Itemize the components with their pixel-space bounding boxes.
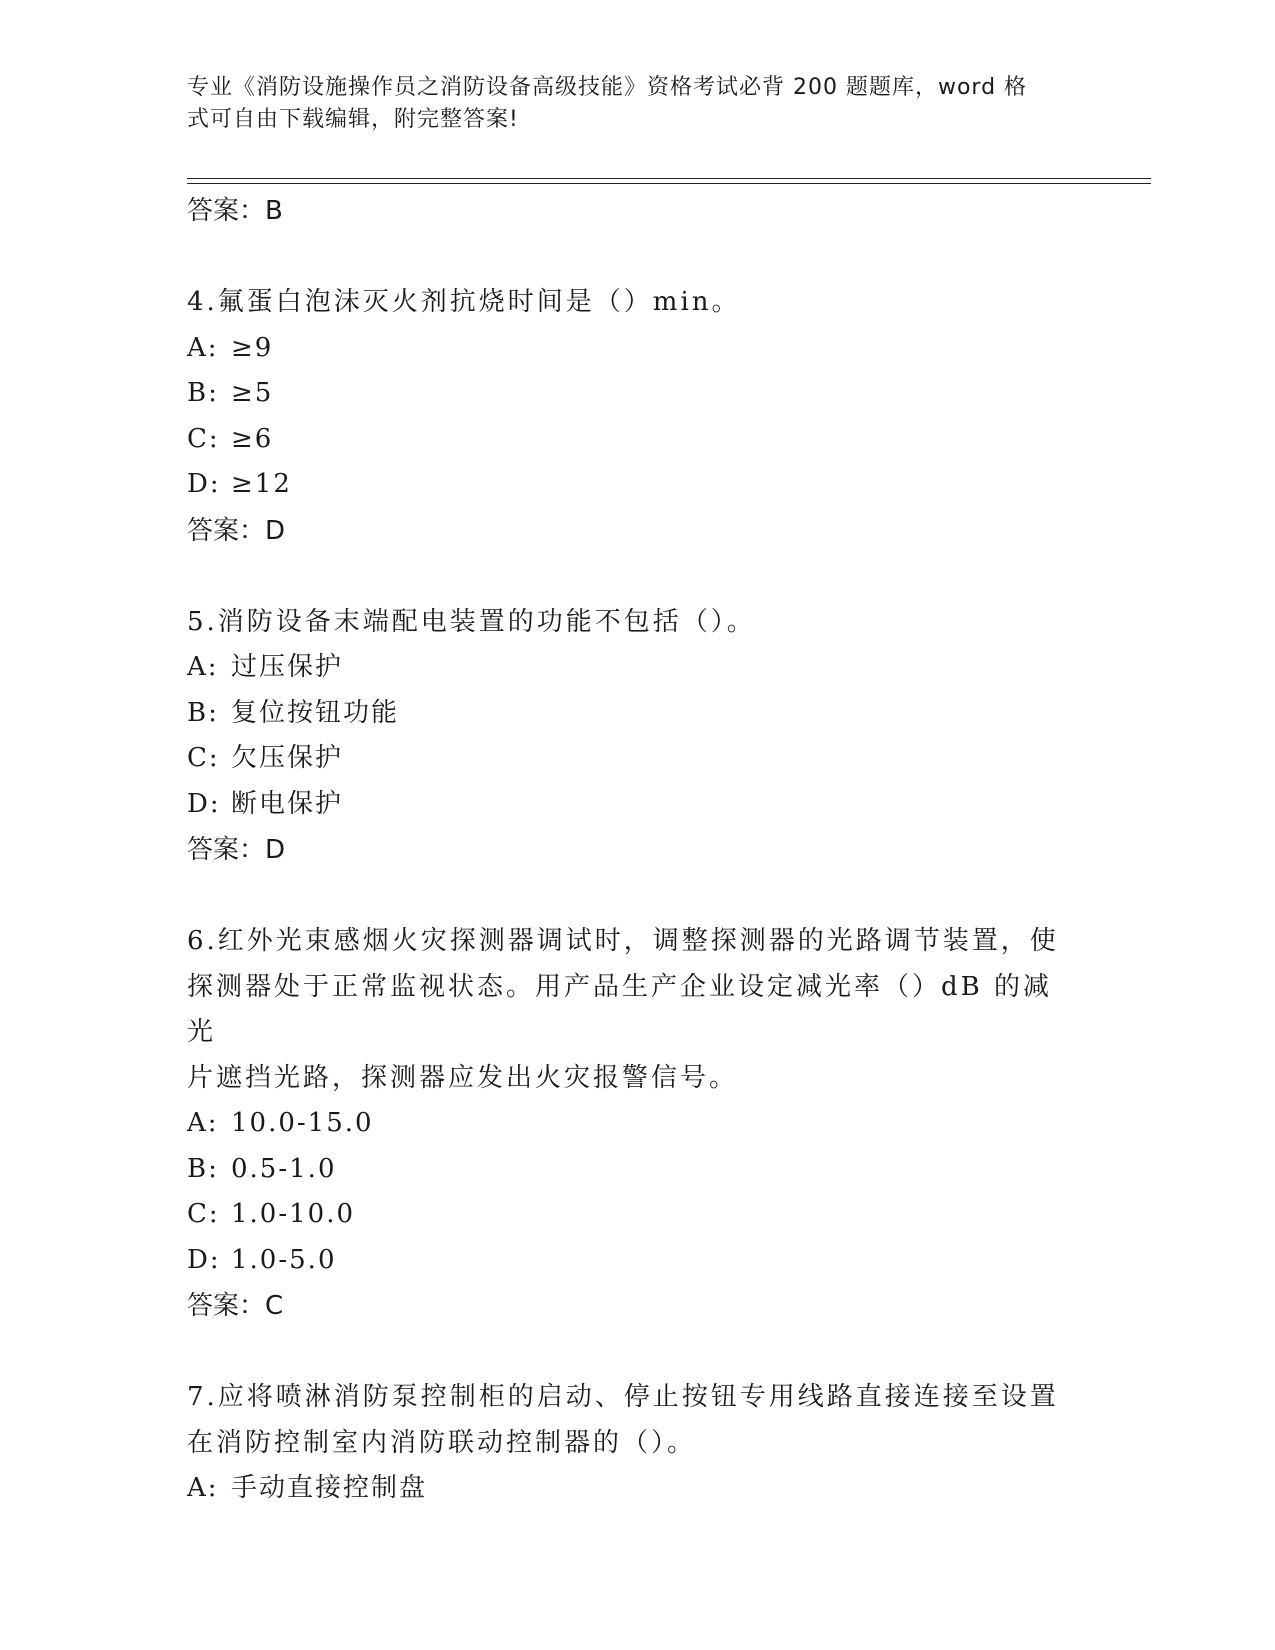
question-text: 5.消防设备末端配电装置的功能不包括（）。 <box>187 606 756 637</box>
option-letter: D: <box>187 1244 221 1275</box>
option-b <box>187 371 1087 417</box>
answer-line: 答案：D <box>187 515 286 546</box>
question-text-line-1: 7.应将喷淋消防泵控制柜的启动、停止按钮专用线路直接连接至设置 <box>187 1382 1059 1412</box>
option-letter: C: <box>187 423 220 454</box>
option-text: 1.0-10.0 <box>231 1199 356 1229</box>
option-d <box>187 782 1087 828</box>
option-c <box>187 736 1087 782</box>
option-letter: D: <box>187 469 221 499</box>
option-text: 1.0-5.0 <box>231 1244 337 1275</box>
question-list <box>187 188 1087 1512</box>
header-line-2: 式可自由下载编辑，附完整答案! <box>187 107 519 132</box>
option-text: ≥12 <box>231 469 292 499</box>
option-text: ≥9 <box>231 332 274 363</box>
option-letter: A: <box>187 652 219 682</box>
answer-line: 答案：B <box>187 196 283 226</box>
option-text: 过压保护 <box>231 652 344 682</box>
question-6 <box>187 919 1087 1329</box>
option-letter: A: <box>187 1473 219 1503</box>
option-a <box>187 645 1087 691</box>
question-4 <box>187 280 1087 554</box>
option-c <box>187 1192 1087 1238</box>
option-c <box>187 417 1087 463</box>
option-text: 10.0-15.0 <box>231 1108 374 1138</box>
question-text-line-2: 探测器处于正常监视状态。用产品生产企业设定减光率（）dB 的减光 <box>187 971 1053 1047</box>
option-letter: A: <box>187 1108 219 1138</box>
header-line-1: 专业《消防设施操作员之消防设备高级技能》资格考试必背 200 题题库，word 格 <box>187 75 1028 100</box>
option-text: 欠压保护 <box>231 743 344 773</box>
option-text: ≥6 <box>231 423 274 454</box>
question-text-line-1: 6.红外光束感烟火灾探测器调试时，调整探测器的光路调节装置，使 <box>187 926 1059 956</box>
option-letter: C: <box>187 743 220 773</box>
option-text: 复位按钮功能 <box>231 697 400 728</box>
answer-line: 答案：C <box>187 1291 284 1321</box>
question-7 <box>187 1375 1087 1512</box>
option-text: ≥5 <box>231 378 274 408</box>
option-text: 0.5-1.0 <box>231 1153 337 1184</box>
option-text: 手动直接控制盘 <box>231 1473 428 1503</box>
question-5 <box>187 600 1087 874</box>
document-header <box>187 72 1067 136</box>
option-a <box>187 1101 1087 1147</box>
option-letter: D: <box>187 788 221 819</box>
option-b <box>187 1147 1087 1193</box>
option-letter: B: <box>187 378 219 408</box>
option-a <box>187 326 1087 372</box>
question-text-line-2: 在消防控制室内消防联动控制器的（）。 <box>187 1427 697 1458</box>
option-letter: B: <box>187 697 219 728</box>
option-d <box>187 1238 1087 1284</box>
question-text-line-3: 片遮挡光路，探测器应发出火灾报警信号。 <box>187 1062 739 1093</box>
question-text: 4.氟蛋白泡沫灭火剂抗烧时间是（）min。 <box>187 287 741 317</box>
header-divider-bottom <box>187 183 1151 184</box>
option-letter: B: <box>187 1153 219 1184</box>
option-letter: A: <box>187 332 219 363</box>
answer-line: 答案：D <box>187 835 286 865</box>
option-b <box>187 691 1087 737</box>
option-a <box>187 1466 1087 1512</box>
option-d <box>187 462 1087 508</box>
header-divider-top <box>187 178 1151 179</box>
option-letter: C: <box>187 1199 220 1229</box>
option-text: 断电保护 <box>231 788 344 819</box>
